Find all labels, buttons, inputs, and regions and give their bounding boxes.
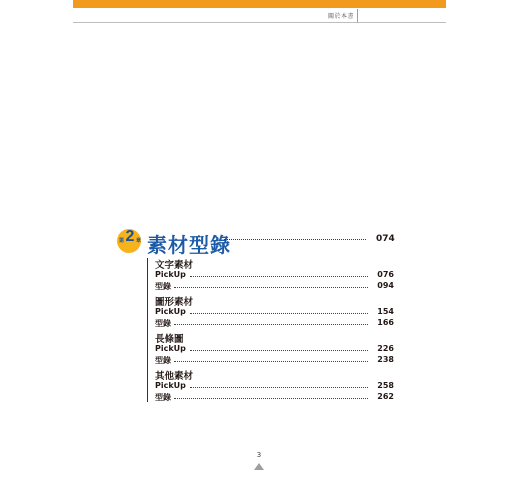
page-number: 3 bbox=[256, 451, 262, 459]
toc-entry-label[interactable]: 型錄 bbox=[155, 319, 171, 328]
toc-entry-label[interactable]: PickUp bbox=[155, 344, 186, 353]
header-divider bbox=[357, 9, 358, 22]
section-title-text-materials[interactable]: 文字素材 bbox=[155, 260, 194, 271]
toc-entry-label[interactable]: PickUp bbox=[155, 270, 186, 279]
chapter-badge-prefix: 第 bbox=[119, 238, 125, 244]
toc-entry-page[interactable]: 094 bbox=[377, 281, 394, 290]
dot-leader bbox=[190, 387, 368, 388]
toc-entry-page[interactable]: 226 bbox=[377, 344, 394, 353]
toc-entry-label[interactable]: PickUp bbox=[155, 381, 186, 390]
toc-entry-page[interactable]: 238 bbox=[377, 355, 394, 364]
toc-entry-label[interactable]: 型錄 bbox=[155, 356, 171, 365]
top-accent-bar bbox=[73, 0, 446, 8]
chapter-title[interactable]: 素材型錄 bbox=[147, 233, 231, 257]
toc-entry-page[interactable]: 258 bbox=[377, 381, 394, 390]
dot-leader bbox=[190, 350, 368, 351]
toc-vertical-rule bbox=[147, 258, 148, 402]
dot-leader bbox=[174, 361, 368, 362]
toc-entry-page[interactable]: 262 bbox=[377, 392, 394, 401]
section-title-graphic-materials[interactable]: 圖形素材 bbox=[155, 297, 194, 308]
dot-leader bbox=[174, 287, 368, 288]
toc-entry-page[interactable]: 076 bbox=[377, 270, 394, 279]
toc-entry-label[interactable]: PickUp bbox=[155, 307, 186, 316]
section-title-bar-charts[interactable]: 長條圖 bbox=[155, 334, 184, 345]
toc-entry-page[interactable]: 154 bbox=[377, 307, 394, 316]
chapter-badge-suffix: 章 bbox=[136, 238, 142, 244]
section-title-other-materials[interactable]: 其他素材 bbox=[155, 371, 194, 382]
running-header: 關於本書 bbox=[327, 13, 354, 20]
dot-leader bbox=[174, 324, 368, 325]
toc-entry-label[interactable]: 型錄 bbox=[155, 282, 171, 291]
toc-entry-label[interactable]: 型錄 bbox=[155, 393, 171, 402]
toc-entry-page[interactable]: 166 bbox=[377, 318, 394, 327]
chapter-dot-leader bbox=[224, 239, 366, 240]
dot-leader bbox=[190, 276, 368, 277]
dot-leader bbox=[190, 313, 368, 314]
chapter-page-number[interactable]: 074 bbox=[376, 234, 395, 244]
page-triangle-icon bbox=[254, 463, 264, 470]
chapter-number: 2 bbox=[125, 228, 135, 245]
header-rule bbox=[73, 22, 446, 23]
dot-leader bbox=[174, 398, 368, 399]
